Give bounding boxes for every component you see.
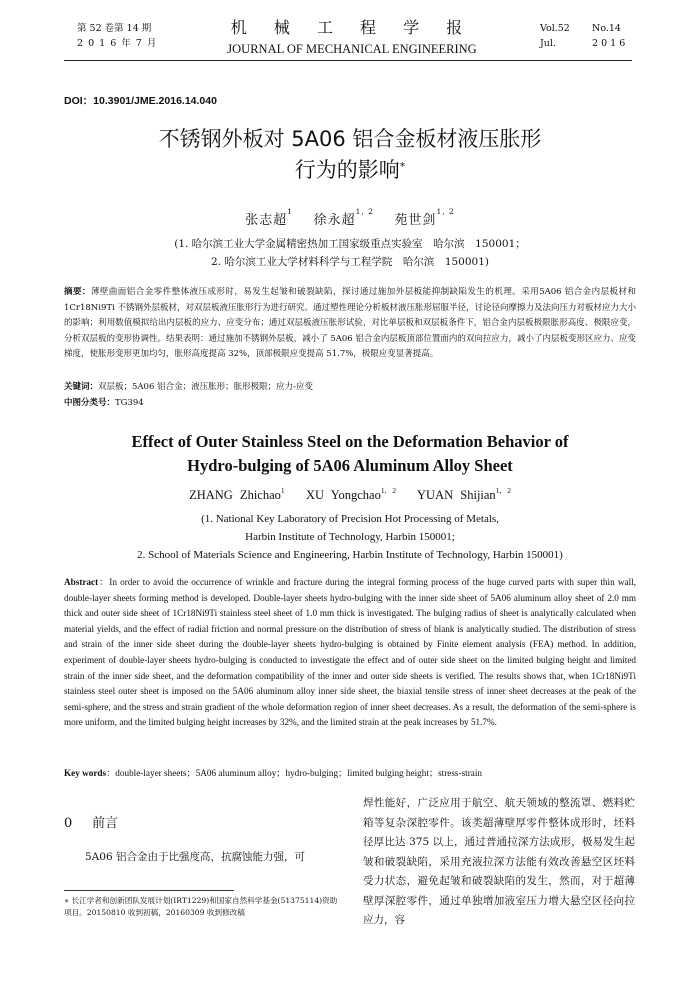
title-cn xyxy=(80,124,620,186)
author-affil-mark: 1, 2 xyxy=(380,486,397,495)
abstract-en: Abstract：In order to avoid the occurrence of wrinkle and fracture during the integral forming process of the huge curved parts with super thin wall, double-layer sheets forming method is developed. Double-layer sheets hydro-bulging with the inner side sheet of 5A06 aluminum alloy sheet of 2.0 mm thick and outer side sheet of 1Cr18Ni9Ti stainless steel sheet of 1.0 mm thick is investigated. The bulging radius of sheet is analytically calculated when material yields, and the effect of radial friction and normal pressure on the distribution of stress of blank is analytically studied. The distribution of stress and strain of the inner side sheet during the double-layer sheets hydro-bulging is obtained by Finite element analysis (FEA) method. In addition, experiment of double-layer sheets hydro-bulging is conducted to investigate the effect and of outer side sheet on the limited bulging height and limited strain of the inner side sheet, and the deformation compatibility of the inner and outer side sheets is verified. The results shows that, when 1Cr18Ni9Ti stainless steel outer sheet is imposed on the 5A06 aluminum alloy inner side sheet, the biaxial tensile stress of inner sheet decreases at the peak of the semi-sphere, and the stress and strain gradient of the whole deformation region of inner sheet decreases. As a result, the deformation of the semi-sphere is more uniform, and the limited bulging height increases by 32%, and the limited strain at the peak increases by 51.7%. xyxy=(64,577,637,728)
header-right xyxy=(540,21,640,51)
author-affil-mark: 1 xyxy=(287,207,294,216)
title-en-line2: Hydro-bulging of 5A06 Aluminum Alloy Sheet xyxy=(187,456,513,475)
section-number: 0 xyxy=(64,816,73,831)
author-name-en: YUAN Shijian xyxy=(417,488,496,502)
clc-value: TG394 xyxy=(115,398,144,408)
journal-title-en: JOURNAL OF MECHANICAL ENGINEERING xyxy=(227,42,477,56)
author-affil-mark: 1, 2 xyxy=(495,486,511,495)
abstract-cn-label: 摘要： xyxy=(64,287,91,297)
abstract-en-text: In order to avoid the occurrence of wrinkle and fracture during the integral forming process of the huge curved parts with super thin wall, double-layer sheets forming method is developed. Double-layer sheets hydro-bulging with the inner side sheet of 5A06 aluminum alloy sheet of 2.0 mm thick and outer side sheet of 1Cr18Ni9Ti stainless steel sheet of 1.0 mm thick is investigated. The bulging radius of sheet is analytically calculated when material yields, and the effect of radial friction and normal pressure on the distribution of stress of blank is analytically studied. The distribution of stress and strain of the inner side sheet during the double-layer sheets hydro-bulging is obtained by Finite element analysis (FEA) method. In addition, experiment of double-layer sheets hydro-bulging is conducted to investigate the effect and of outer side sheet on the limited bulging height and limited strain of the inner side sheet, and the deformation compatibility of the inner and outer side sheets is verified. The results shows that, when 1Cr18Ni9Ti stainless steel outer sheet is imposed on the 5A06 aluminum alloy inner side sheet, the biaxial tensile stress of inner sheet decreases at the peak of the semi-sphere, and the stress and strain gradient of the whole deformation region of inner sheet decreases. As a result, the deformation of the semi-sphere is more uniform, and the limited bulging height increases by 32%, and the limited strain at the peak increases by 51.7%. xyxy=(64,577,637,728)
month: Jul. xyxy=(540,38,556,49)
author-name: 徐永超 xyxy=(313,213,356,228)
doi: DOI：10.3901/JME.2016.14.040 xyxy=(64,95,217,107)
clc-label: 中图分类号： xyxy=(64,398,116,408)
author-name: 张志超 xyxy=(245,213,288,228)
title-cn-line1: 不锈钢外板对 5A06 铝合金板材液压胀形 xyxy=(158,127,542,151)
authors-cn xyxy=(150,209,550,228)
title-en xyxy=(80,430,620,478)
keywords-en-label: Key words xyxy=(64,768,107,778)
section-heading xyxy=(64,812,118,831)
title-footnote-mark: * xyxy=(399,160,406,173)
author-name-en: ZHANG Zhichao xyxy=(189,488,281,502)
classification-number xyxy=(64,396,144,408)
header-left xyxy=(77,21,207,51)
title-en-line1: Effect of Outer Stainless Steel on the Deformation Behavior of xyxy=(131,432,569,451)
keywords-cn xyxy=(64,380,313,392)
volume: Vol.52 xyxy=(540,23,570,34)
header-rule xyxy=(64,60,632,61)
keywords-en-text: double-layer sheets；5A06 aluminum alloy；hydro-bulging；limited bulging height；stress-strain xyxy=(115,768,482,778)
author-affil-mark: 1, 2 xyxy=(436,207,455,216)
abstract-cn xyxy=(64,285,636,363)
journal-title-cn: 机 械 工 程 学 报 xyxy=(230,18,474,37)
author-name: 苑世剑 xyxy=(394,213,437,228)
keywords-en: Key words：double-layer sheets；5A06 aluminum alloy；hydro-bulging；limited bulging height；stress-strain xyxy=(64,768,482,778)
author-name-en: XU Yongchao xyxy=(306,488,381,502)
author-affil-mark: 1, 2 xyxy=(355,207,374,216)
header-center xyxy=(207,18,497,57)
abstract-en-label: Abstract xyxy=(64,577,99,587)
volume-issue-cn: 第 52 卷第 14 期 xyxy=(77,23,152,34)
abstract-cn-text: 薄壁曲面铝合金零件整体液压成形时，易发生起皱和破裂缺陷，探讨通过施加外层板能抑制缺陷发生的机理。采用5A06 铝合金内层板材和 1Cr18Ni9Ti 不锈钢外层板材，对双层板液压胀形行为进行研究。通过塑性理论分析板材液压胀形屈服半径，讨论径向摩擦力及法向压力对板材应力大小的影响；利用数值模拟给出内层板的应力、应变分布；通过双层板液压胀形试验，对比单层板和双层板条件下，铝合金内层板极限胀形高度、极限应变，分析双层板的变形协调性。结果表明：通过施加不锈钢外层板，减小了 5A06 铝合金内层板顶部位置面内的双向拉应力，减小了内层板变形区应力、应变梯度，使胀形变形更加均匀，胀形高度提高 32%，顶部极限应变提高 51.7%，极限应变显著提高。 xyxy=(64,287,636,359)
body-text-left: 5A06 铝合金由于比强度高，抗腐蚀能力强，可 xyxy=(85,851,305,863)
affiliations-cn xyxy=(100,235,600,271)
author-affil-mark: 1 xyxy=(280,486,285,495)
date-cn: 2 0 1 6 年 7 月 xyxy=(77,38,158,49)
affiliation-line-en: Harbin Institute of Technology, Harbin 150001; xyxy=(245,531,455,543)
footnote: ∗ 长江学者和创新团队发展计划(IRT1229)和国家自然科学基金(51375114)资助项目。20150810 收到初稿，20160309 收到修改稿 xyxy=(64,896,338,917)
footnote-rule xyxy=(64,890,234,891)
keywords-cn-text: 双层板；5A06 铝合金；液压胀形；胀形极限；应力-应变 xyxy=(98,382,313,392)
affiliations-en xyxy=(60,510,640,564)
affiliation-line: (1. 哈尔滨工业大学金属精密热加工国家级重点实验室 哈尔滨 150001； xyxy=(174,238,526,250)
year: 2 0 1 6 xyxy=(592,38,626,49)
affiliation-line: 2. 哈尔滨工业大学材料科学与工程学院 哈尔滨 150001) xyxy=(210,256,490,268)
issue-number: No.14 xyxy=(592,23,621,34)
body-text-right: 焊性能好，广泛应用于航空、航天领域的整流罩、燃料贮箱等复杂深腔零件。该类超薄壁厚零件整体成形时，坯料径厚比达 375 以上，通过普通拉深方法成形，极易发生起皱和破裂缺陷，采用充液拉深方法能有效改善悬空区坯料受力状态，避免起皱和破裂缺陷的发生，然而，对于超薄壁厚深腔零件，通过单独增加液室压力增大悬空区径向拉应力，容 xyxy=(363,797,635,926)
title-cn-line2: 行为的影响 xyxy=(294,158,400,182)
keywords-cn-label: 关键词： xyxy=(64,382,99,392)
affiliation-line-en: 2. School of Materials Science and Engineering, Harbin Institute of Technology, Harbin 150001) xyxy=(137,549,563,561)
section-title: 前言 xyxy=(92,816,119,831)
authors-en xyxy=(100,488,600,503)
affiliation-line-en: (1. National Key Laboratory of Precision Hot Processing of Metals, xyxy=(201,513,499,525)
